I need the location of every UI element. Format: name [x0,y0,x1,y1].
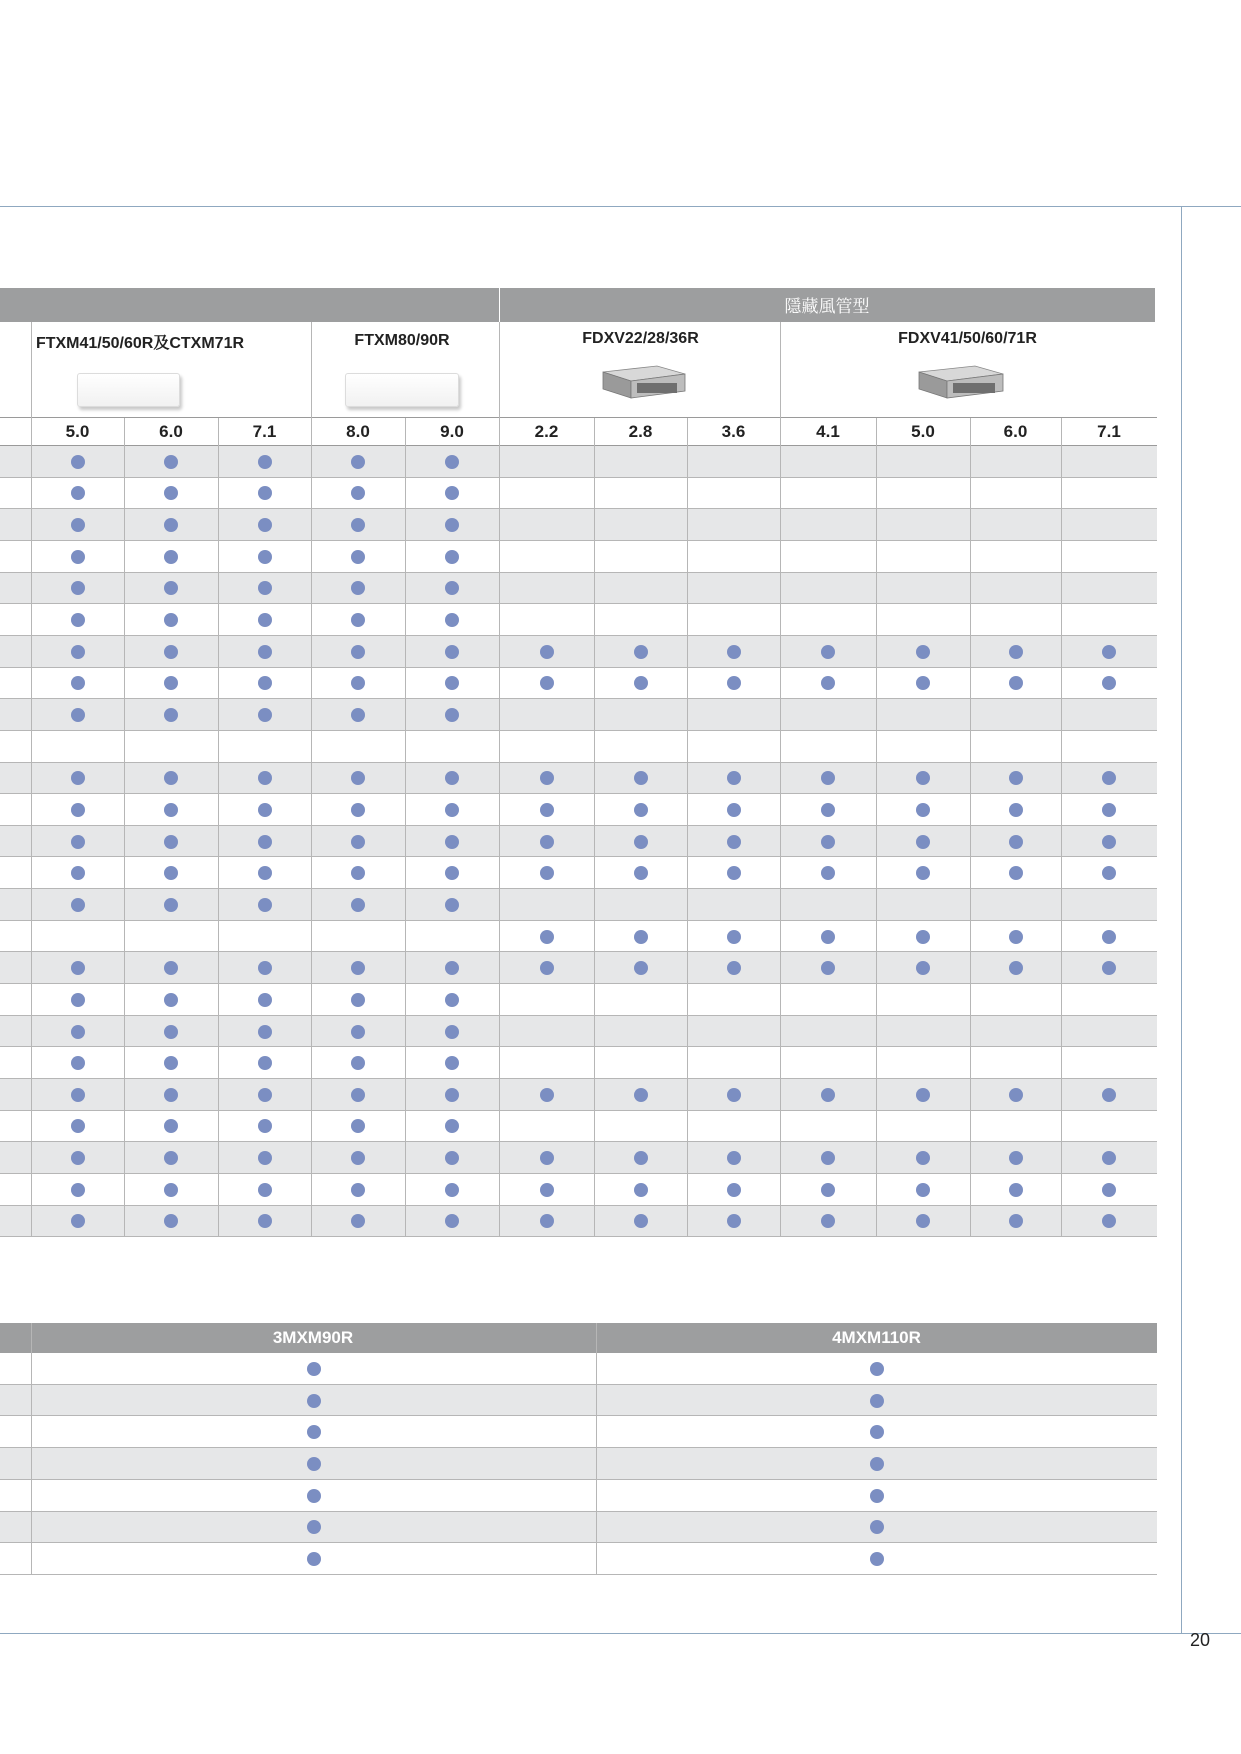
compatible-dot [71,708,85,722]
compatible-dot [634,1151,648,1165]
compatible-dot [258,1214,272,1228]
compatible-dot [258,708,272,722]
column-rule [1061,418,1062,1237]
compatible-dot [821,645,835,659]
model-ftxm80: FTXM80/90R [354,332,450,349]
duct-unit-image [913,364,1007,404]
compatible-dot [445,613,459,627]
compatible-dot [540,866,554,880]
compatible-dot [351,1025,365,1039]
compatible-dot [71,866,85,880]
compatible-dot [164,613,178,627]
column-rule [780,322,781,1237]
table-rule [0,1574,1157,1575]
compatible-dot [71,1056,85,1070]
table-rule [0,540,1157,541]
model-ftxm41: FTXM41/50/60R及CTXM71R [35,335,245,352]
duct-unit-image [597,364,689,404]
compatible-dot [164,835,178,849]
compatible-dot [1102,803,1116,817]
compatible-dot [351,613,365,627]
compatible-dot [71,803,85,817]
compatible-dot [71,898,85,912]
compatible-dot [258,866,272,880]
capacity-label: 2.2 [534,422,559,441]
compatible-dot [71,581,85,595]
table-rule [0,1110,1157,1111]
compatible-dot [164,486,178,500]
compatible-dot [164,1183,178,1197]
compatible-dot [258,771,272,785]
compatible-dot [870,1552,884,1566]
compatible-dot [258,961,272,975]
capacity-label: 5.0 [911,422,935,441]
compatible-dot [445,993,459,1007]
compatible-dot [71,835,85,849]
column-4mxm110r: 4MXM110R [832,1328,921,1347]
model-fdxv22: FDXV22/28/36R [582,330,699,347]
compatible-dot [307,1520,321,1534]
compatible-dot [258,993,272,1007]
compatible-dot [445,486,459,500]
compatible-dot [727,676,741,690]
capacity-label: 4.1 [816,422,840,441]
compatible-dot [258,1088,272,1102]
compatible-dot [71,1183,85,1197]
compatible-dot [727,771,741,785]
column-rule [594,418,595,1237]
compatible-dot [164,1119,178,1133]
compatible-dot [351,803,365,817]
compatible-dot [351,486,365,500]
compatible-dot [727,930,741,944]
compatible-dot [351,550,365,564]
table-rule [0,888,1157,889]
table-rule [0,417,1157,418]
compatible-dot [351,866,365,880]
compatible-dot [71,1025,85,1039]
compatible-dot [916,645,930,659]
compatible-dot [258,803,272,817]
compatible-dot [71,613,85,627]
compatible-dot [258,613,272,627]
compatible-dot [1009,645,1023,659]
model-fdxv41: FDXV41/50/60/71R [898,330,1037,347]
compatible-dot [307,1425,321,1439]
compatible-dot [258,1119,272,1133]
compatible-dot [71,993,85,1007]
compatible-dot [351,993,365,1007]
compatible-dot [821,676,835,690]
compatible-dot [727,866,741,880]
compatible-dot [164,645,178,659]
compatible-dot [1102,835,1116,849]
compatible-dot [821,866,835,880]
compatible-dot [71,1214,85,1228]
compatible-dot [727,1214,741,1228]
capacity-label: 7.1 [252,422,277,441]
table-rule [0,1046,1157,1047]
compatible-dot [727,645,741,659]
compatible-dot [258,486,272,500]
compatible-dot [258,645,272,659]
table-rule [0,667,1157,668]
compatible-dot [351,645,365,659]
compatible-dot [164,708,178,722]
compatible-dot [445,1183,459,1197]
table-row [0,1385,1157,1417]
compatible-dot [634,961,648,975]
compatible-dot [351,1056,365,1070]
compatible-dot [258,518,272,532]
column-rule [311,322,312,1237]
compatible-dot [1009,961,1023,975]
compatible-dot [821,835,835,849]
column-rule [499,322,500,1237]
compatible-dot [540,645,554,659]
compatible-dot [1009,1151,1023,1165]
compatible-dot [71,550,85,564]
capacity-label: 5.0 [65,422,90,441]
compatible-dot [445,1088,459,1102]
compatible-dot [164,1088,178,1102]
compatible-dot [71,1151,85,1165]
compatible-dot [445,1025,459,1039]
capacity-label: 3.6 [721,422,746,441]
compatible-dot [1009,803,1023,817]
compatible-dot [258,581,272,595]
compatible-dot [916,803,930,817]
compatible-dot [540,1088,554,1102]
table-rule [0,698,1157,699]
compatible-dot [916,1088,930,1102]
compatible-dot [916,835,930,849]
compatible-dot [540,803,554,817]
compatible-dot [71,961,85,975]
compatible-dot [1102,676,1116,690]
compatible-dot [258,835,272,849]
capacity-label: 8.0 [346,422,370,441]
compatible-dot [258,455,272,469]
compatible-dot [540,930,554,944]
compatible-dot [258,676,272,690]
compatible-dot [916,930,930,944]
column-rule [970,418,971,1237]
compatible-dot [727,803,741,817]
compatible-dot [258,1151,272,1165]
compatible-dot [445,455,459,469]
compatible-dot [164,1025,178,1039]
compatible-dot [1009,1183,1023,1197]
compatible-dot [727,1088,741,1102]
compatible-dot [351,708,365,722]
compatible-dot [916,866,930,880]
compatible-dot [71,455,85,469]
table-rule [0,1015,1157,1016]
table-rule [0,762,1157,763]
compatible-dot [727,1151,741,1165]
column-rule [596,1323,597,1575]
compatible-dot [916,676,930,690]
capacity-label: 6.0 [1003,422,1028,441]
compatible-dot [634,866,648,880]
compatible-dot [71,486,85,500]
compatible-dot [634,645,648,659]
compatible-dot [540,1214,554,1228]
table-rule [0,1542,1157,1543]
compatible-dot [71,518,85,532]
compatible-dot [351,898,365,912]
wall-unit-image [345,373,459,407]
compatible-dot [258,550,272,564]
compatible-dot [1102,930,1116,944]
bottom-rule [0,1633,1241,1634]
compatible-dot [1009,866,1023,880]
compatible-dot [258,1056,272,1070]
compatible-dot [821,1183,835,1197]
compatible-dot [445,835,459,849]
compatible-dot [164,866,178,880]
compatible-dot [540,835,554,849]
compatible-dot [351,835,365,849]
compatible-dot [307,1362,321,1376]
compatible-dot [1009,1214,1023,1228]
compatible-dot [445,645,459,659]
compatible-dot [164,898,178,912]
table-rule [0,635,1157,636]
compatible-dot [71,771,85,785]
compatible-dot [870,1394,884,1408]
compatible-dot [1009,835,1023,849]
compatible-dot [1009,676,1023,690]
table-rule [0,920,1157,921]
capacity-label: 6.0 [159,422,183,441]
compatible-dot [540,1183,554,1197]
compatible-dot [727,1183,741,1197]
compatible-dot [540,771,554,785]
table-rule [0,1205,1157,1206]
table-rule [0,983,1157,984]
compatible-dot [1102,1183,1116,1197]
compatible-dot [634,1183,648,1197]
compatible-dot [821,930,835,944]
compatible-dot [351,455,365,469]
compatible-dot [71,1088,85,1102]
compatible-dot [1102,866,1116,880]
compatible-dot [821,1088,835,1102]
compatible-dot [727,961,741,975]
table-rule [0,1173,1157,1174]
table-row [0,1448,1157,1480]
compatible-dot [445,866,459,880]
compatible-dot [71,1119,85,1133]
top-rule [0,206,1241,207]
compatible-dot [307,1457,321,1471]
compatible-dot [445,1056,459,1070]
compatible-dot [164,993,178,1007]
table-rule [0,508,1157,509]
compatible-dot [540,676,554,690]
compatible-dot [634,835,648,849]
compatible-dot [821,803,835,817]
compatible-dot [634,930,648,944]
compatible-dot [164,676,178,690]
table-rule [0,793,1157,794]
table-rule [0,1236,1157,1237]
compatible-dot [1009,1088,1023,1102]
compatible-dot [351,1088,365,1102]
compatible-dot [1102,1088,1116,1102]
compatible-dot [1102,645,1116,659]
compatible-dot [164,803,178,817]
compatible-dot [1009,930,1023,944]
capacity-label: 2.8 [628,422,653,441]
table-rule [0,730,1157,731]
compatible-dot [164,1056,178,1070]
compatible-dot [445,898,459,912]
table-rule [0,477,1157,478]
column-rule [876,418,877,1237]
table-rule [0,1141,1157,1142]
compatible-dot [445,803,459,817]
table-rule [0,1479,1157,1480]
table-rule [0,1078,1157,1079]
compatible-dot [351,1119,365,1133]
compatible-dot [916,1183,930,1197]
compatible-dot [351,676,365,690]
table-rule [0,856,1157,857]
compatible-dot [870,1457,884,1471]
compatible-dot [258,1025,272,1039]
page-number: 20 [1190,1630,1211,1650]
right-margin-rule [1181,206,1182,1634]
compatible-dot [164,550,178,564]
compatible-dot [258,898,272,912]
table-rule [0,1415,1157,1416]
table-rule [0,951,1157,952]
column-3mxm90r: 3MXM90R [272,1328,354,1347]
column-rule [218,418,219,1237]
compatible-dot [540,1151,554,1165]
column-rule [687,418,688,1237]
compatible-dot [634,803,648,817]
compatible-dot [634,1214,648,1228]
compatible-dot [634,676,648,690]
group-header-concealed-duct: 隱藏風管型 [784,297,870,316]
compatible-dot [71,645,85,659]
compatible-dot [870,1425,884,1439]
compatible-dot [634,1088,648,1102]
compatible-dot [727,835,741,849]
compatible-dot [445,550,459,564]
table-rule [0,572,1157,573]
compatible-dot [445,1119,459,1133]
compatible-dot [71,676,85,690]
capacity-label: 9.0 [440,422,464,441]
capacity-label: 7.1 [1097,422,1121,441]
compatible-dot [870,1362,884,1376]
column-rule [31,322,32,1237]
table-rule [0,603,1157,604]
compatible-dot [164,455,178,469]
column-rule [405,418,406,1237]
column-rule [31,1323,32,1575]
table-rule [0,445,1157,446]
compatible-dot [870,1520,884,1534]
column-rule [124,418,125,1237]
wall-unit-image [77,373,180,407]
compatible-dot [870,1489,884,1503]
table-rule [0,825,1157,826]
compatible-dot [445,708,459,722]
table-row [0,1512,1157,1544]
compatible-dot [445,676,459,690]
compatible-dot [351,1183,365,1197]
compatible-dot [258,1183,272,1197]
compatible-dot [307,1552,321,1566]
compatible-dot [634,771,648,785]
compatible-dot [307,1394,321,1408]
compatible-dot [1009,771,1023,785]
compatible-dot [307,1489,321,1503]
compatible-dot [540,961,554,975]
